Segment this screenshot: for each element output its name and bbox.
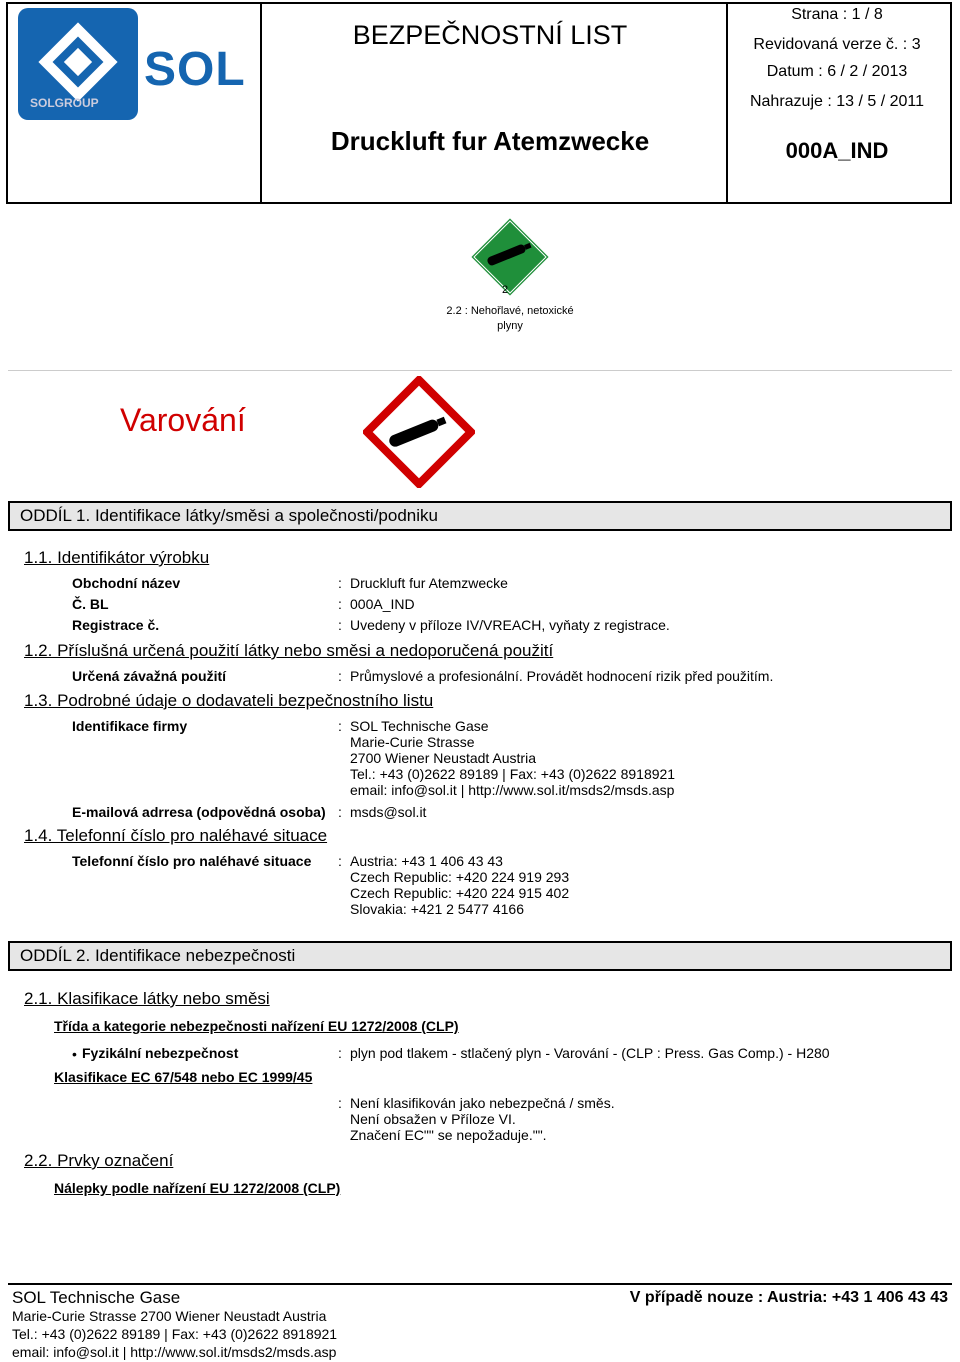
emergency-phone-slovakia: Slovakia: +421 2 5477 4166 xyxy=(350,901,524,917)
colon: : xyxy=(338,718,342,734)
product-name-title: Druckluft fur Atemzwecke xyxy=(330,126,650,156)
colon: : xyxy=(338,617,342,633)
identified-uses-value: Průmyslové a profesionální. Provádět hodnocení rizik před použitím. xyxy=(350,668,774,684)
page-number: Strana : 1 / 8 xyxy=(791,6,883,23)
clp-classification-heading: Třída a kategorie nebezpečnosti nařízení EU 1272/2008 (CLP) xyxy=(54,1018,459,1034)
replaces-date: Nahrazuje : 13 / 5 / 2011 xyxy=(749,93,925,110)
footer-address: Marie-Curie Strasse 2700 Wiener Neustadt Austria xyxy=(12,1308,327,1324)
revision-date: Datum : 6 / 2 / 2013 xyxy=(766,63,908,80)
subsection-1-2: 1.2. Příslušná určená použití látky nebo směsi a nedoporučená použití xyxy=(24,641,554,660)
physical-hazard-value: plyn pod tlakem - stlačený plyn - Varování - (CLP : Press. Gas Comp.) - H280 xyxy=(350,1045,830,1061)
logo-group-text: SOLGROUP xyxy=(30,96,99,110)
subsection-1-3: 1.3. Podrobné údaje o dodavateli bezpečnostního listu xyxy=(24,691,434,710)
ec-classification-line: Není klasifikován jako nebezpečná / směs. xyxy=(350,1095,615,1111)
company-label: Identifikace firmy xyxy=(72,718,188,734)
document-title: BEZPEČNOSTNÍ LIST xyxy=(352,20,628,50)
transport-class-number: 2 xyxy=(502,284,509,296)
sds-number-value: 000A_IND xyxy=(350,596,415,612)
trade-name-value: Druckluft fur Atemzwecke xyxy=(350,575,508,591)
emergency-phone-label: Telefonní číslo pro naléhavé situace xyxy=(72,853,312,869)
company-name: SOL Technische Gase xyxy=(350,718,489,734)
divider xyxy=(8,370,952,371)
company-web[interactable]: email: info@sol.it | http://www.sol.it/msds2/msds.asp xyxy=(350,782,675,798)
footer-company: SOL Technische Gase xyxy=(12,1288,181,1307)
colon: : xyxy=(338,1095,342,1111)
product-code: 000A_IND xyxy=(785,138,889,163)
subsection-1-4: 1.4. Telefonní číslo pro naléhavé situace xyxy=(24,826,328,845)
section-1-header: ODDÍL 1. Identifikace látky/směsi a společnosti/podniku xyxy=(8,501,952,531)
ec-classification-line: Značení EC"" se nepožaduje."". xyxy=(350,1127,547,1143)
emergency-phone-czech-2: Czech Republic: +420 224 915 402 xyxy=(350,885,570,901)
footer-divider xyxy=(8,1283,952,1285)
footer-emergency: V případě nouze : Austria: +43 1 406 43 43 xyxy=(629,1289,948,1306)
sds-number-label: Č. BL xyxy=(72,596,109,612)
identified-uses-label: Určená závažná použití xyxy=(72,668,227,684)
trade-name-label: Obchodní název xyxy=(72,575,181,591)
registration-label: Registrace č. xyxy=(72,617,160,633)
colon: : xyxy=(338,596,342,612)
transport-class-text-2: plyny xyxy=(497,320,523,332)
ec-classification-line: Není obsažen v Příloze VI. xyxy=(350,1111,516,1127)
emergency-phone-czech-1: Czech Republic: +420 224 919 293 xyxy=(350,869,570,885)
colon: : xyxy=(338,575,342,591)
email-value[interactable]: msds@sol.it xyxy=(350,804,427,820)
revision-number: Revidovaná verze č. : 3 xyxy=(753,36,921,53)
clp-labels-heading: Nálepky podle nařízení EU 1272/2008 (CLP) xyxy=(54,1180,341,1196)
emergency-phone-austria: Austria: +43 1 406 43 43 xyxy=(350,853,503,869)
bullet-icon: • xyxy=(72,1046,77,1062)
footer-phone: Tel.: +43 (0)2622 89189 | Fax: +43 (0)2622 8918921 xyxy=(12,1326,338,1342)
section-2-header: ODDÍL 2. Identifikace nebezpečnosti xyxy=(8,941,952,971)
ec-classification-heading: Klasifikace EC 67/548 nebo EC 1999/45 xyxy=(54,1069,313,1085)
company-phone: Tel.: +43 (0)2622 89189 | Fax: +43 (0)2622 8918921 xyxy=(350,766,676,782)
colon: : xyxy=(338,804,342,820)
colon: : xyxy=(338,853,342,869)
logo-text: SOL xyxy=(144,43,246,96)
physical-hazard-label: Fyzikální nebezpečnost xyxy=(82,1045,239,1061)
subsection-2-1: 2.1. Klasifikace látky nebo směsi xyxy=(24,989,270,1008)
signal-word: Varování xyxy=(120,402,246,438)
ghs-gas-cylinder-icon xyxy=(363,376,475,488)
gas-cylinder-transport-icon xyxy=(468,215,552,299)
registration-value: Uvedeny v příloze IV/VREACH, vyňaty z registrace. xyxy=(350,617,670,633)
subsection-1-1: 1.1. Identifikátor výrobku xyxy=(24,548,210,567)
company-city: 2700 Wiener Neustadt Austria xyxy=(350,750,536,766)
subsection-2-2: 2.2. Prvky označení xyxy=(24,1151,174,1170)
transport-class-text: 2.2 : Nehořlavé, netoxické xyxy=(446,305,574,317)
colon: : xyxy=(338,668,342,684)
footer-web[interactable]: email: info@sol.it | http://www.sol.it/msds2/msds.asp xyxy=(12,1344,337,1360)
email-label: E-mailová adrresa (odpovědná osoba) xyxy=(72,804,326,820)
company-street: Marie-Curie Strasse xyxy=(350,734,475,750)
colon: : xyxy=(338,1045,342,1061)
